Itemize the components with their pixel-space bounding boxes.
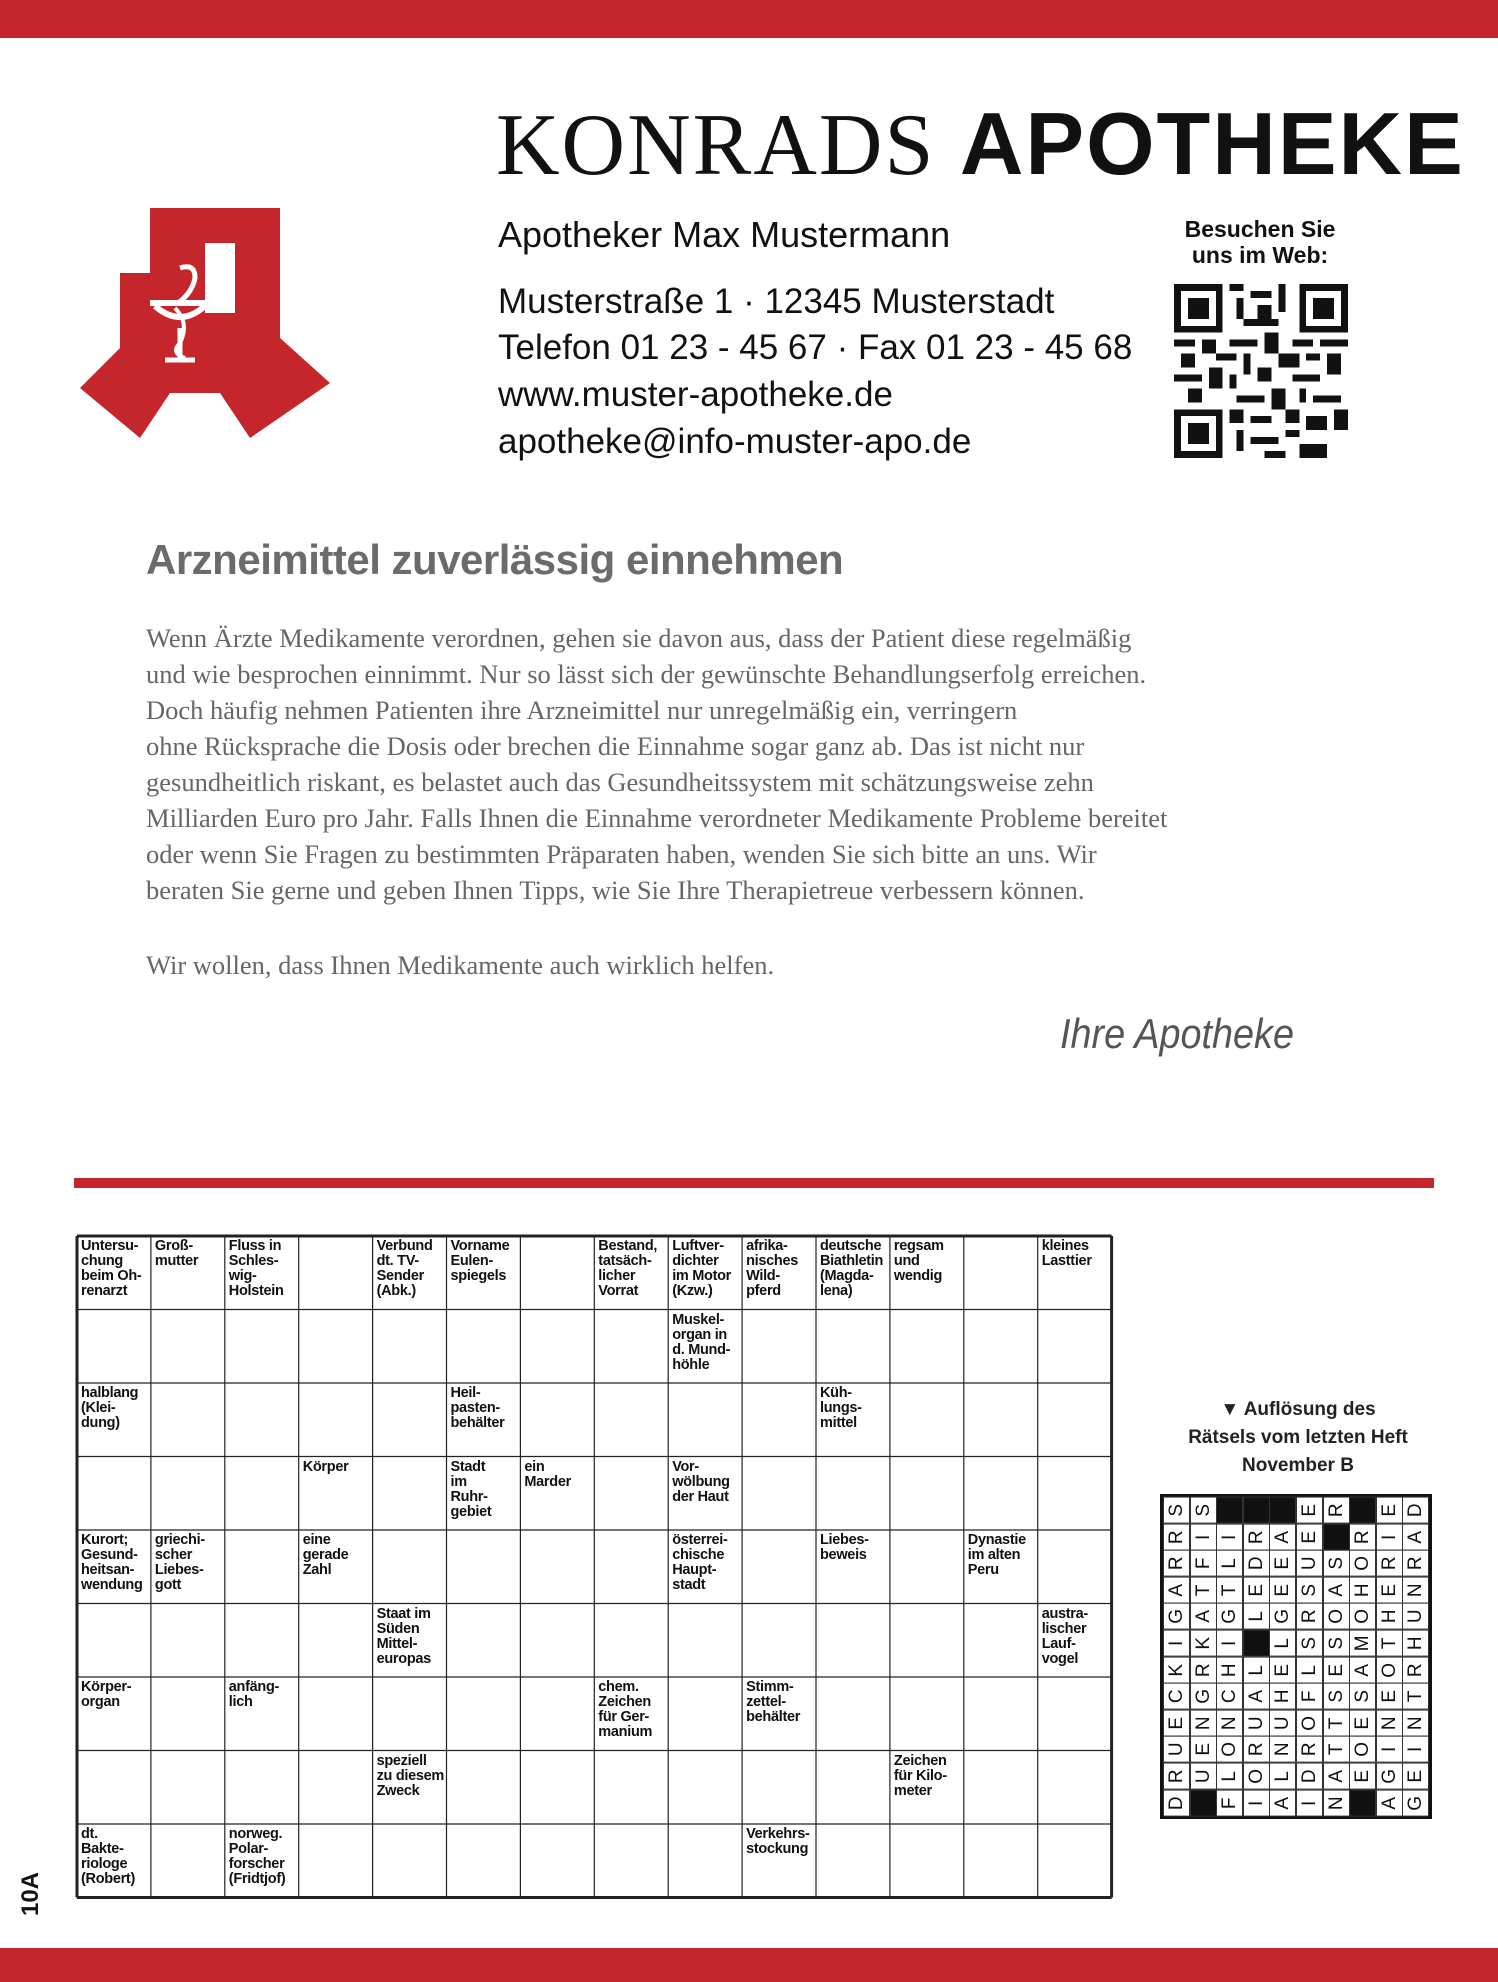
article-line: und wie besprochen einnimmt. Nur so lässt sich der gewünschte Behandlungserfolg erreichen.: [146, 659, 1147, 689]
solution-cell: E: [1243, 1577, 1270, 1604]
solution-cell: O: [1296, 1710, 1323, 1737]
solution-cell: H: [1349, 1577, 1376, 1604]
solution-cell: G: [1402, 1790, 1429, 1817]
solution-cell: A: [1323, 1763, 1350, 1790]
solution-cell: N: [1376, 1710, 1403, 1737]
solution-cell: R: [1243, 1524, 1270, 1551]
solution-cell: G: [1163, 1603, 1190, 1630]
solution-cell: N: [1323, 1790, 1350, 1817]
article-signature: Ihre Apotheke: [1060, 1010, 1294, 1057]
solution-title: [1168, 1396, 1428, 1480]
solution-cell: L: [1296, 1657, 1323, 1684]
crossword-clue: ein Marder: [524, 1458, 571, 1490]
solution-cell: L: [1216, 1550, 1243, 1577]
solution-grid: [1160, 1494, 1432, 1819]
solution-cell: E: [1296, 1497, 1323, 1524]
solution-title-line-1: ▼ Auflösung des: [1220, 1399, 1376, 1420]
solution-cell: G: [1190, 1683, 1217, 1710]
solution-cell: U: [1402, 1603, 1429, 1630]
solution-cell: S: [1296, 1630, 1323, 1657]
section-divider: [74, 1178, 1434, 1188]
crossword-clue: Liebes- beweis: [820, 1532, 869, 1563]
solution-cell: I: [1296, 1790, 1323, 1817]
solution-cell: E: [1269, 1657, 1296, 1684]
owner-name: Apotheker Max Mustermann: [498, 214, 951, 255]
solution-cell: R: [1349, 1524, 1376, 1551]
solution-cell: A: [1376, 1790, 1403, 1817]
solution-title-line-2: Rätsels vom letzten Heft: [1188, 1427, 1408, 1448]
crossword-clue: Kurort; Gesund- heitsan- wendung: [81, 1532, 143, 1593]
solution-cell: L: [1243, 1657, 1270, 1684]
solution-cell: M: [1349, 1630, 1376, 1657]
solution-cell: U: [1163, 1736, 1190, 1763]
solution-title-line-3: November B: [1242, 1455, 1354, 1476]
solution-cell: A: [1243, 1683, 1270, 1710]
solution-cell: O: [1349, 1550, 1376, 1577]
solution-cell: O: [1216, 1736, 1243, 1763]
solution-cell: T: [1323, 1736, 1350, 1763]
solution-cell: L: [1269, 1763, 1296, 1790]
solution-cell: R: [1190, 1657, 1217, 1684]
solution-cell: I: [1243, 1790, 1270, 1817]
crossword-clue: Staat im Süden Mittel- europas: [376, 1605, 431, 1667]
solution-cell: O: [1349, 1603, 1376, 1630]
crossword-clue: eine gerade Zahl: [302, 1532, 349, 1578]
solution-cell: E: [1376, 1577, 1403, 1604]
solution-cell: C: [1216, 1683, 1243, 1710]
crossword-clue: regsam und wendig: [893, 1238, 944, 1284]
web-label-line-1: Besuchen Sie: [1184, 216, 1336, 242]
crossword-clue: austra- lischer Lauf- vogel: [1041, 1605, 1088, 1667]
solution-cell: H: [1402, 1630, 1429, 1657]
solution-cell: A: [1349, 1657, 1376, 1684]
solution-cell: N: [1402, 1577, 1429, 1604]
solution-cell: E: [1349, 1763, 1376, 1790]
solution-cell: F: [1190, 1550, 1217, 1577]
crossword-clue: Verbund dt. TV- Sender (Abk.): [376, 1238, 433, 1299]
crossword-clue: Luftver- dichter im Motor (Kzw.): [672, 1238, 732, 1299]
solution-cell: L: [1269, 1630, 1296, 1657]
address: Musterstraße 1 · 12345 Musterstadt: [498, 282, 1055, 321]
solution-cell: O: [1376, 1657, 1403, 1684]
solution-cell: I: [1163, 1630, 1190, 1657]
solution-cell: F: [1216, 1790, 1243, 1817]
crossword-clue: chem. Zeichen für Ger- manium: [598, 1679, 653, 1740]
crossword-clue: norweg. Polar- forscher (Fridtjof): [228, 1826, 286, 1887]
solution-cell: G: [1376, 1763, 1403, 1790]
solution-cell: D: [1296, 1763, 1323, 1790]
solution-cell: R: [1402, 1550, 1429, 1577]
crossword-clue: Stimm- zettel- behälter: [746, 1679, 801, 1725]
crossword-clue: österrei- chische Haupt- stadt: [672, 1532, 728, 1593]
crossword-clue: Untersu- chung beim Oh- renarzt: [81, 1238, 142, 1299]
article-body: [146, 620, 1376, 908]
solution-cell: F: [1296, 1683, 1323, 1710]
solution-cell: K: [1190, 1630, 1217, 1657]
crossword-clue: Dynastie im alten Peru: [967, 1532, 1026, 1578]
brand-light: KONRADS: [496, 97, 936, 194]
article-closing: Wir wollen, dass Ihnen Medikamente auch wirklich helfen.: [146, 950, 775, 980]
solution-cell: H: [1216, 1657, 1243, 1684]
solution-cell: R: [1402, 1657, 1429, 1684]
solution-cell: R: [1323, 1497, 1350, 1524]
crossword-clue: kleines Lasttier: [1041, 1238, 1092, 1269]
solution-cell: R: [1296, 1603, 1323, 1630]
solution-cell: S: [1323, 1683, 1350, 1710]
solution-cell: O: [1323, 1603, 1350, 1630]
solution-cell: U: [1269, 1710, 1296, 1737]
article-line: Milliarden Euro pro Jahr. Falls Ihnen die Einnahme verordneter Medikamente Probleme bereitet: [146, 803, 1168, 833]
solution-cell: N: [1402, 1710, 1429, 1737]
solution-cell: [1323, 1524, 1350, 1551]
solution-cell: N: [1190, 1710, 1217, 1737]
solution-cell: H: [1269, 1683, 1296, 1710]
solution-cell: [1349, 1497, 1376, 1524]
solution-cell: U: [1296, 1550, 1323, 1577]
crossword-clue: halblang (Klei- dung): [81, 1385, 139, 1431]
article-line: Doch häufig nehmen Patienten ihre Arzneimittel nur unregelmäßig ein, verringern: [146, 695, 1018, 725]
crossword-clue: speziell zu diesem Zweck: [376, 1752, 445, 1799]
solution-cell: K: [1163, 1657, 1190, 1684]
solution-cell: N: [1269, 1736, 1296, 1763]
solution-cell: S: [1349, 1683, 1376, 1710]
crossword-clue: Küh- lungs- mittel: [820, 1385, 862, 1431]
solution-cell: I: [1190, 1524, 1217, 1551]
solution-cell: S: [1190, 1497, 1217, 1524]
email-link[interactable]: apotheke@info-muster-apo.de: [498, 422, 972, 461]
crossword-clue: Verkehrs- stockung: [746, 1826, 810, 1857]
solution-cell: I: [1376, 1736, 1403, 1763]
page-number: 10A: [17, 1871, 44, 1917]
crossword-clue: Körper: [302, 1458, 349, 1475]
solution-cell: T: [1323, 1710, 1350, 1737]
crossword-clue: anfäng- lich: [228, 1679, 280, 1710]
solution-cell: E: [1163, 1710, 1190, 1737]
web-label-line-2: uns im Web:: [1191, 242, 1329, 268]
solution-cell: T: [1402, 1683, 1429, 1710]
solution-cell: [1349, 1790, 1376, 1817]
article-line: beraten Sie gerne und geben Ihnen Tipps, wie Sie Ihre Therapietreue verbessern können.: [146, 875, 1085, 905]
solution-cell: E: [1190, 1736, 1217, 1763]
solution-cell: S: [1296, 1577, 1323, 1604]
solution-cell: E: [1376, 1497, 1403, 1524]
solution-cell: D: [1402, 1497, 1429, 1524]
website-link[interactable]: www.muster-apotheke.de: [498, 375, 893, 414]
article-title: Arzneimittel zuverlässig einnehmen: [146, 536, 844, 583]
solution-cell: S: [1323, 1630, 1350, 1657]
solution-cell: E: [1296, 1524, 1323, 1551]
solution-cell: A: [1402, 1524, 1429, 1551]
solution-cell: L: [1243, 1603, 1270, 1630]
qr-code-icon[interactable]: [1174, 284, 1348, 458]
crossword-clue: Fluss in Schles- wig- Holstein: [228, 1238, 284, 1299]
crossword-clue: Heil- pasten- behälter: [450, 1385, 505, 1431]
solution-cell: T: [1376, 1630, 1403, 1657]
solution-cell: R: [1163, 1550, 1190, 1577]
solution-cell: S: [1323, 1550, 1350, 1577]
solution-cell: I: [1216, 1630, 1243, 1657]
solution-cell: E: [1323, 1657, 1350, 1684]
solution-cell: G: [1216, 1603, 1243, 1630]
crossword-clue: deutsche Biathletin (Magda- lena): [820, 1238, 884, 1299]
solution-cell: U: [1190, 1763, 1217, 1790]
article-line: ohne Rücksprache die Dosis oder brechen die Einnahme sogar ganz ab. Das ist nicht nur: [146, 731, 1085, 761]
bottom-red-bar: [0, 1948, 1498, 1982]
crossword-clue: Vorname Eulen- spiegels: [450, 1238, 510, 1284]
solution-cell: I: [1376, 1524, 1403, 1551]
solution-cell: E: [1269, 1577, 1296, 1604]
solution-cell: R: [1296, 1736, 1323, 1763]
solution-cell: T: [1216, 1577, 1243, 1604]
solution-cell: R: [1243, 1736, 1270, 1763]
solution-cell: A: [1323, 1577, 1350, 1604]
crossword-clue: Bestand, tatsäch- licher Vorrat: [598, 1238, 658, 1299]
crossword-clue: Zeichen für Kilo- meter: [893, 1752, 947, 1799]
solution-cell: [1216, 1497, 1243, 1524]
web-label: [1158, 216, 1362, 268]
solution-cell: [1269, 1497, 1296, 1524]
solution-cell: G: [1269, 1603, 1296, 1630]
solution-cell: E: [1349, 1710, 1376, 1737]
crossword-clue: dt. Bakte- riologe (Robert): [81, 1826, 135, 1887]
solution-cell: S: [1163, 1497, 1190, 1524]
solution-cell: A: [1269, 1524, 1296, 1551]
crossword-clue: afrika- nisches Wild- pferd: [746, 1238, 798, 1299]
solution-cell: O: [1349, 1736, 1376, 1763]
solution-cell: D: [1163, 1790, 1190, 1817]
solution-cell: E: [1269, 1550, 1296, 1577]
crossword-clue: Körper- organ: [81, 1679, 132, 1710]
solution-cell: L: [1216, 1763, 1243, 1790]
solution-cell: I: [1216, 1524, 1243, 1551]
solution-cell: A: [1269, 1790, 1296, 1817]
brand-bold: APOTHEKE: [959, 94, 1465, 193]
solution-cell: A: [1190, 1603, 1217, 1630]
crossword-clue: Stadt im Ruhr- gebiet: [450, 1458, 492, 1520]
solution-cell: U: [1243, 1710, 1270, 1737]
solution-cell: [1243, 1630, 1270, 1657]
article-line: gesundheitlich riskant, es belastet auch das Gesundheitssystem mit schätzungsweise zehn: [146, 767, 1094, 797]
crossword-clue: Muskel- organ in d. Mund- höhle: [672, 1311, 731, 1373]
crossword-grid: [77, 1236, 1112, 1898]
solution-cell: T: [1190, 1577, 1217, 1604]
crossword-clue: griechi- scher Liebes- gott: [154, 1532, 205, 1593]
pharmacy-logo-icon: [80, 208, 340, 438]
solution-cell: E: [1402, 1763, 1429, 1790]
solution-cell: A: [1163, 1577, 1190, 1604]
top-red-bar: [0, 0, 1498, 38]
phone-fax: Telefon 01 23 - 45 67 · Fax 01 23 - 45 68: [498, 328, 1133, 367]
brand-title: [496, 94, 1465, 194]
solution-cell: [1243, 1497, 1270, 1524]
solution-cell: I: [1402, 1736, 1429, 1763]
solution-cell: R: [1163, 1524, 1190, 1551]
solution-cell: R: [1376, 1550, 1403, 1577]
article-line: Wenn Ärzte Medikamente verordnen, gehen sie davon aus, dass der Patient diese regelmäßig: [146, 623, 1132, 653]
article-line: oder wenn Sie Fragen zu bestimmten Präparaten haben, wenden Sie sich bitte an uns. Wir: [146, 839, 1097, 869]
solution-cell: N: [1216, 1710, 1243, 1737]
crossword-clue: Vor- wölbung der Haut: [672, 1458, 730, 1505]
solution-cell: H: [1376, 1603, 1403, 1630]
solution-cell: E: [1376, 1683, 1403, 1710]
solution-cell: D: [1243, 1550, 1270, 1577]
solution-cell: O: [1243, 1763, 1270, 1790]
solution-cell: C: [1163, 1683, 1190, 1710]
crossword-clue: Groß- mutter: [154, 1238, 199, 1269]
solution-cell: R: [1163, 1763, 1190, 1790]
solution-cell: [1190, 1790, 1217, 1817]
